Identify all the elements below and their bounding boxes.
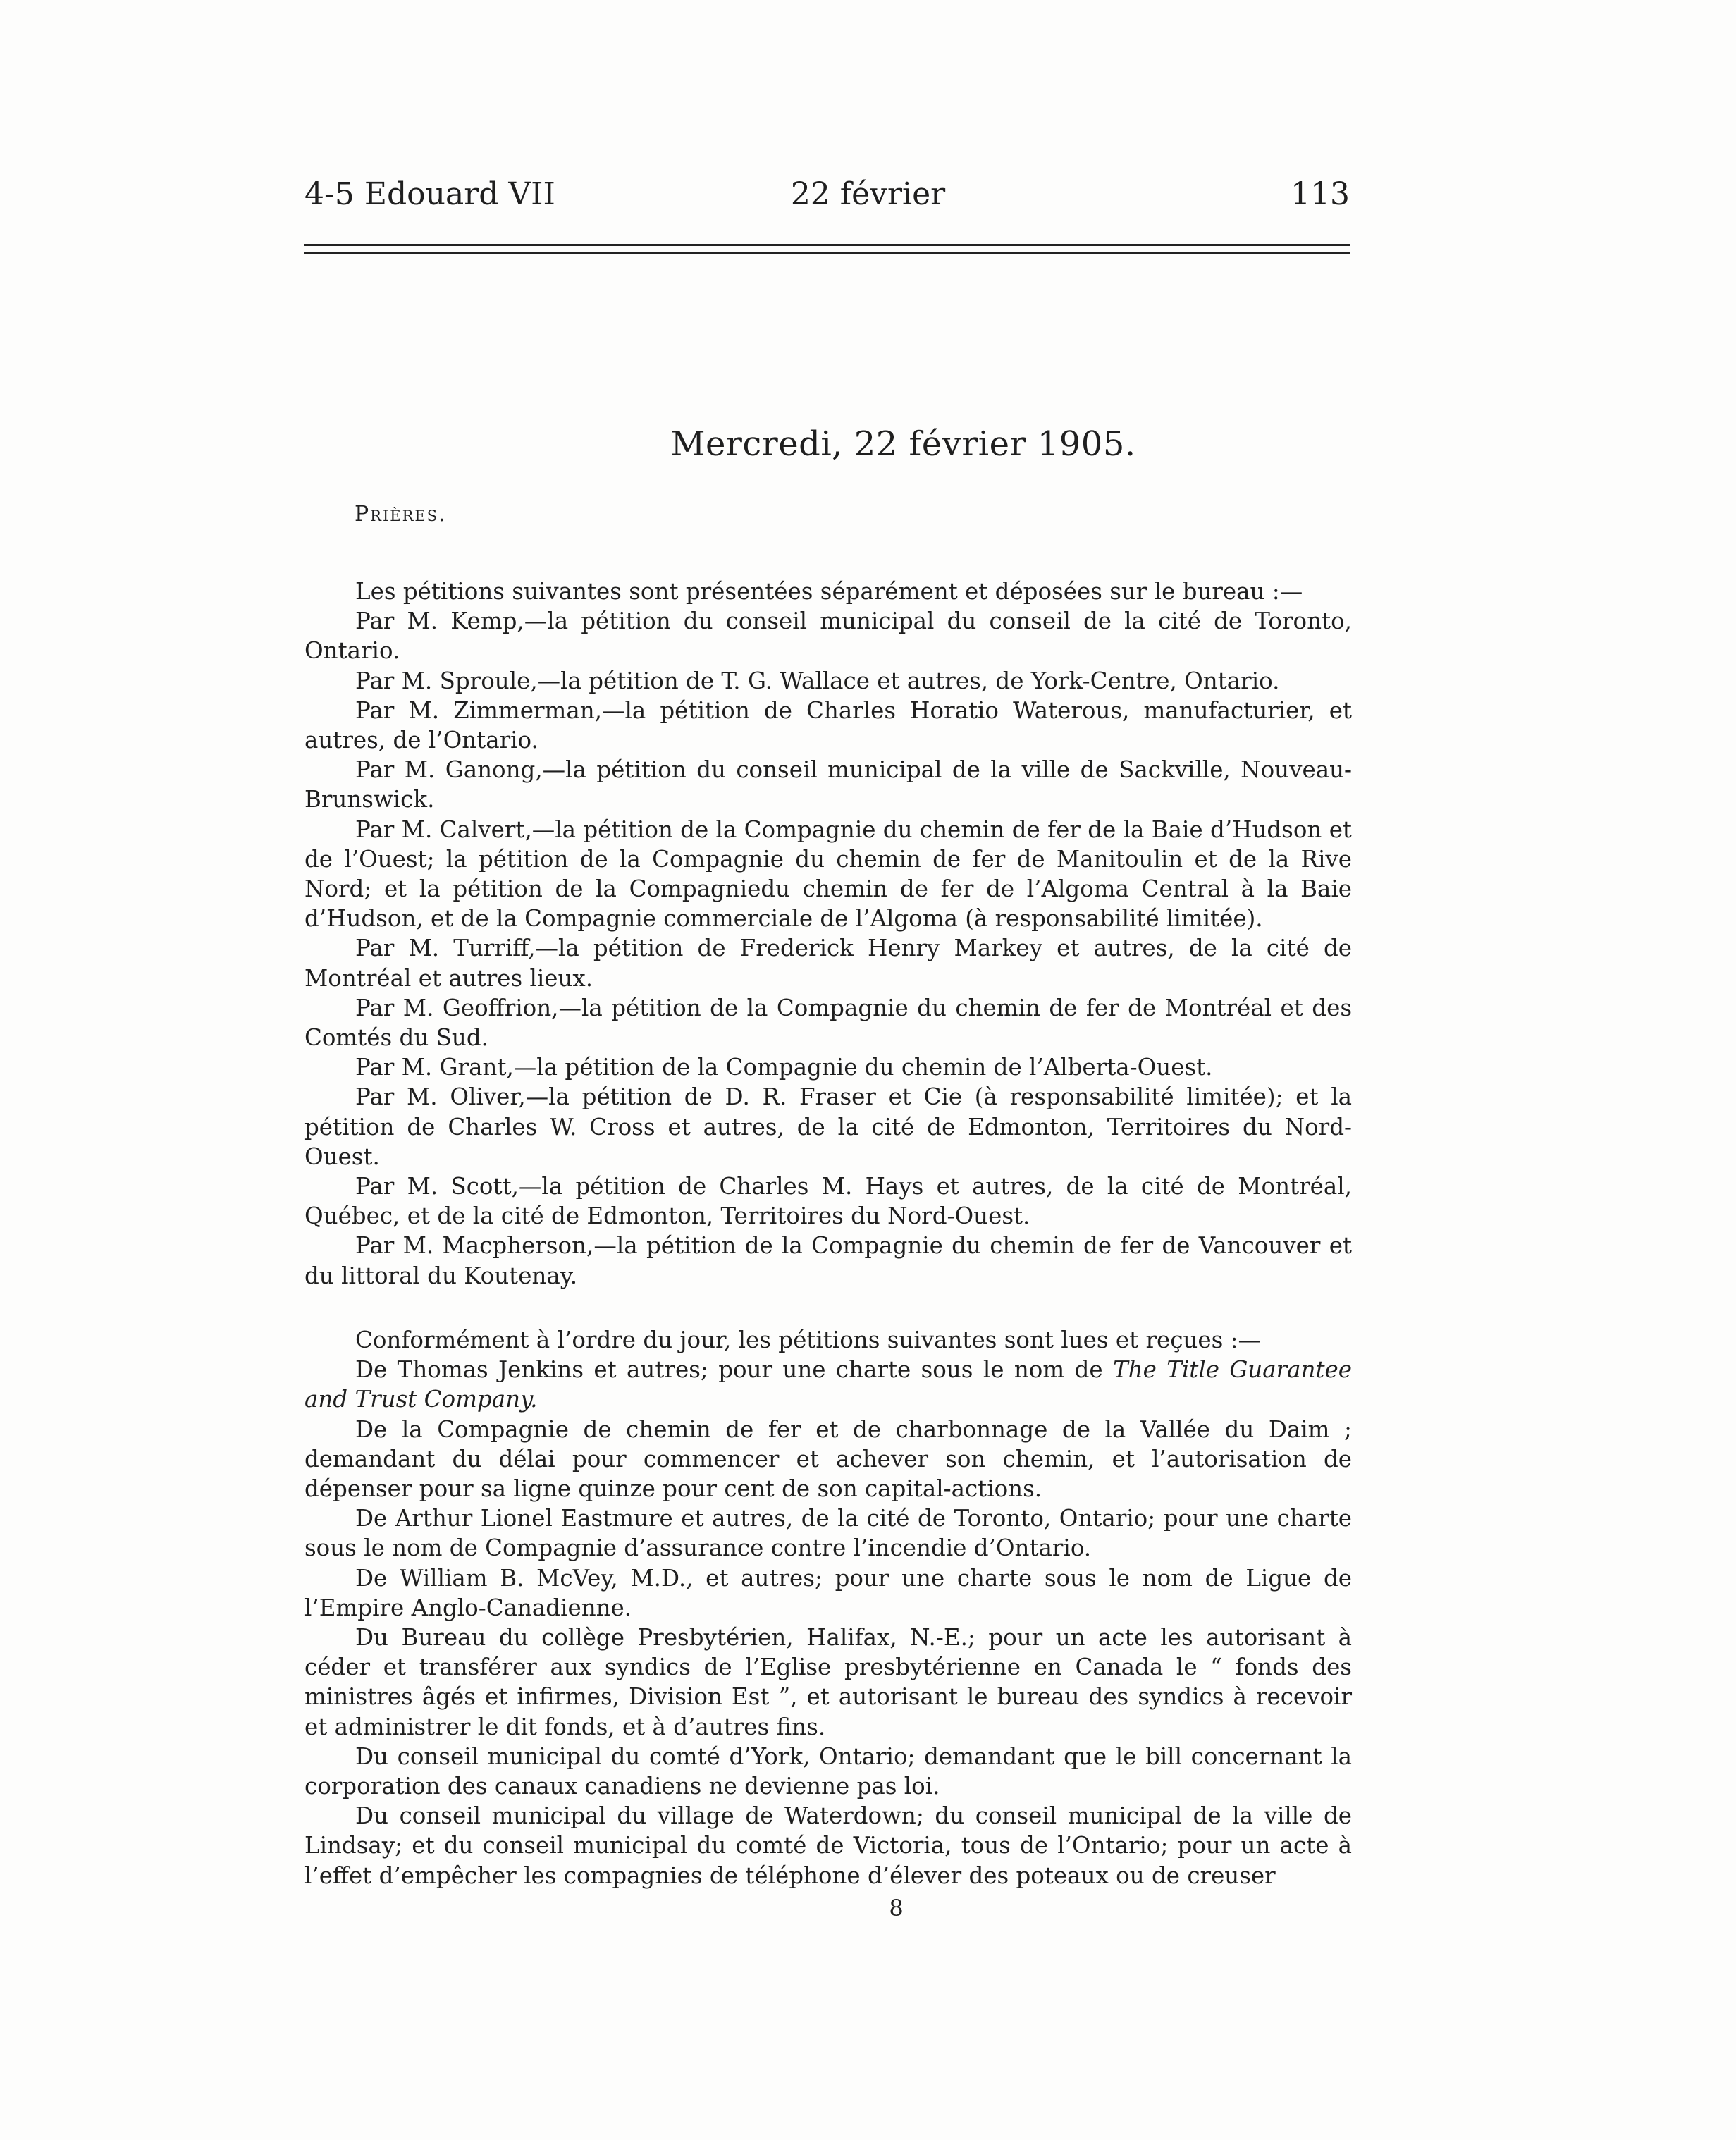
paragraph: Par M. Ganong,—la pétition du conseil municipal de la ville de Sackville, Nouveau-Brunswick. <box>304 756 1352 813</box>
company-name-italic: The Title Guarantee and Trust Company. <box>304 1356 1352 1413</box>
petitions-presented-block <box>304 577 1352 1291</box>
paragraph: De William B. McVey, M.D., et autres; pour une charte sous le nom de Ligue de l’Empire Anglo-Canadienne. <box>304 1564 1352 1621</box>
paragraph: Du conseil municipal du comté d’York, Ontario; demandant que le bill concernant la corporation des canaux canadiens ne devienne pas loi. <box>304 1742 1352 1800</box>
paragraph: Par M. Kemp,—la pétition du conseil municipal du conseil de la cité de Toronto, Ontario. <box>304 608 1352 665</box>
paragraph <box>304 1355 1352 1414</box>
signature-folio: 8 <box>889 1895 904 1921</box>
paragraph: De Arthur Lionel Eastmure et autres, de la cité de Toronto, Ontario; pour une charte sous le nom de Compagnie d’assurance contre l’incendie d’Ontario. <box>304 1505 1352 1562</box>
running-head-left: 4-5 Edouard VII <box>304 176 555 212</box>
header-rule-top <box>304 244 1350 246</box>
paragraph: Les pétitions suivantes sont présentées séparément et déposées sur le bureau :— <box>355 578 1303 605</box>
paragraph: Par M. Zimmerman,—la pétition de Charles Horatio Waterous, manufacturier, et autres, de l’Ontario. <box>304 696 1352 754</box>
running-head-date: 22 février <box>790 176 946 212</box>
header-rule-bottom <box>304 252 1350 254</box>
page-number: 113 <box>1291 176 1350 212</box>
paragraph: Par M. Turriff,—la pétition de Frederick Henry Markey et autres, de la cité de Montréal et autres lieux. <box>304 935 1352 992</box>
paragraph: Du Bureau du collège Presbytérien, Halifax, N.-E.; pour un acte les autorisant à céder et transférer aux syndics de l’Eglise presbytérienne en Canada le “ fonds des ministres âgés et infirmes, Division Est ”, et autorisant le bureau des syndics à recevoir et administrer le dit fonds, et à d’autres fins. <box>304 1624 1352 1740</box>
paragraph-text: De Thomas Jenkins et autres; pour une charte sous le nom de <box>355 1356 1113 1384</box>
paragraph: Par M. Grant,—la pétition de la Compagnie du chemin de l’Alberta-Ouest. <box>355 1054 1213 1081</box>
section-heading-prieres: Prières. <box>355 502 447 527</box>
paragraph: Par M. Sproule,—la pétition de T. G. Wallace et autres, de York-Centre, Ontario. <box>355 667 1280 694</box>
petitions-read-block <box>304 1325 1352 1890</box>
paragraph: Par M. Geoffrion,—la pétition de la Compagnie du chemin de fer de Montréal et des Comtés du Sud. <box>304 994 1352 1052</box>
paragraph: Par M. Scott,—la pétition de Charles M. Hays et autres, de la cité de Montréal, Québec, et de la cité de Edmonton, Territoires du Nord-Ouest. <box>304 1173 1352 1230</box>
paragraph: Par M. Calvert,—la pétition de la Compagnie du chemin de fer de la Baie d’Hudson et de l’Ouest; la pétition de la Compagnie du chemin de fer de Manitoulin et de la Rive Nord; et la pétition de la Compagniedu chemin de fer de l’Algoma Central à la Baie d’Hudson, et de la Compagnie commerciale de l’Algoma (à responsabilité limitée). <box>304 816 1352 933</box>
paragraph: De la Compagnie de chemin de fer et de charbonnage de la Vallée du Daim ; demandant du délai pour commencer et achever son chemin, et l’autorisation de dépenser pour sa ligne quinze pour cent de son capital-actions. <box>304 1415 1352 1503</box>
paragraph: Du conseil municipal du village de Waterdown; du conseil municipal de la ville de Lindsay; et du conseil municipal du comté de Victoria, tous de l’Ontario; pour un acte à l’effet d’empêcher les compagnies de téléphone d’élever des poteaux ou de creuser <box>304 1802 1352 1889</box>
paragraph: Conformément à l’ordre du jour, les pétitions suivantes sont lues et reçues :— <box>355 1327 1262 1353</box>
page-title: Mercredi, 22 février 1905. <box>670 424 1136 464</box>
paragraph: Par M. Oliver,—la pétition de D. R. Fraser et Cie (à responsabilité limitée); et la pétition de Charles W. Cross et autres, de la cité de Edmonton, Territoires du Nord-Ouest. <box>304 1083 1352 1170</box>
paragraph: Par M. Macpherson,—la pétition de la Compagnie du chemin de fer de Vancouver et du littoral du Koutenay. <box>304 1232 1352 1289</box>
